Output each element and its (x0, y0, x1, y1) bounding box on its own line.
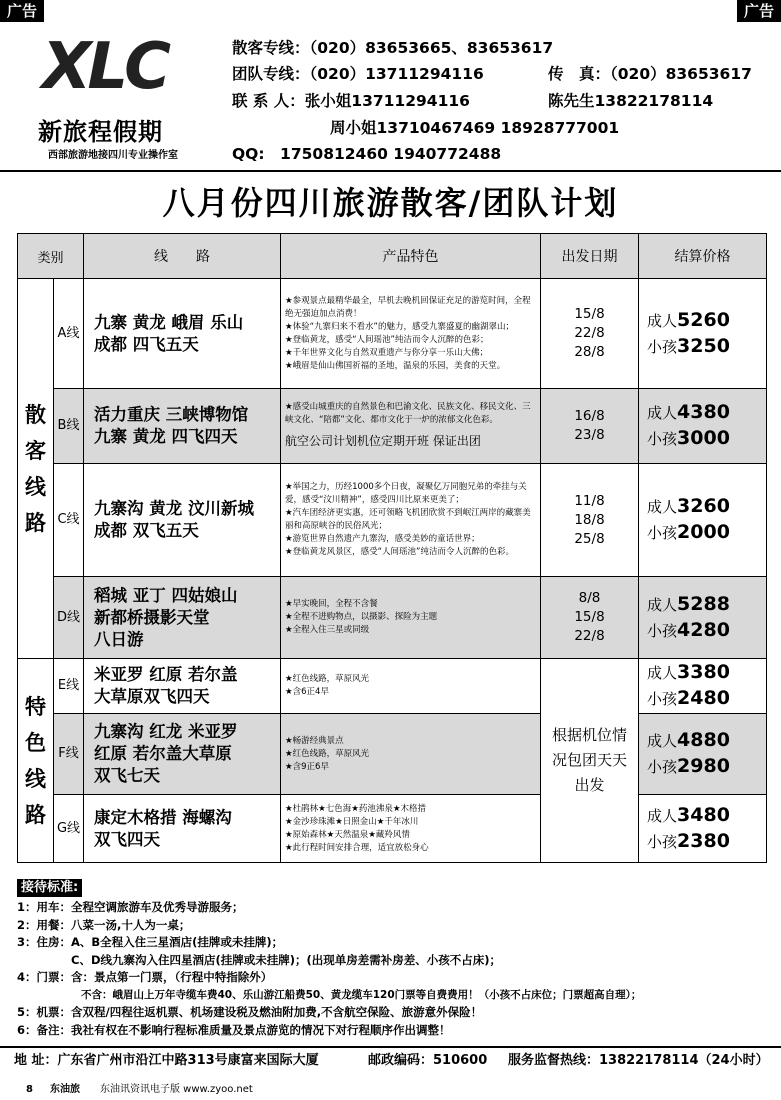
logo-mark: XLC (42, 30, 168, 104)
route: 康定木格措 海螺沟 双飞四天 (84, 795, 281, 863)
contact-line-1: 散客专线：（020）83653665、83653617 (232, 39, 554, 57)
features: ★杜鹃林★七色海★药池沸泉★木格措 ★金沙珍珠滩★日照金山★千年冰川 ★原始森林★天然温泉★藏羚风情 ★此行程时间安排合理，适宜放松身心 (281, 795, 541, 863)
header-price: 结算价格 (639, 234, 767, 279)
header-feature: 产品特色 (281, 234, 541, 279)
page-title: 八月份四川旅游散客/团队计划 (162, 184, 619, 222)
table-row (18, 795, 767, 863)
logo-tagline: 西部旅游地接四川专业操作室 (48, 150, 178, 161)
features: ★红色线路，草原风光 ★含6正4早 (281, 659, 541, 714)
table-row (18, 279, 767, 389)
contact-fax: 传 真：（020）83653617 (548, 65, 752, 83)
notes-heading: 接待标准: (17, 879, 82, 897)
table-header-row (18, 234, 767, 279)
route: 九寨 黄龙 峨眉 乐山 成都 四飞五天 (84, 279, 281, 389)
page-number: 8 (26, 1084, 33, 1095)
publisher: 东油旅 (50, 1084, 80, 1095)
contact-qq: QQ: 1750812460 1940772488 (232, 145, 502, 163)
route: 稻城 亚丁 四姑娘山 新都桥摄影天堂 八日游 (84, 577, 281, 659)
line-label: B线 (54, 389, 84, 464)
header-date: 出发日期 (541, 234, 639, 279)
price: 成人4880 小孩2980 (639, 714, 767, 795)
route: 米亚罗 红原 若尔盖 大草原双飞四天 (84, 659, 281, 714)
line-label: D线 (54, 577, 84, 659)
price: 成人4380 小孩3000 (639, 389, 767, 464)
hotline: 服务监督热线：13822178114（24小时） (508, 1053, 769, 1068)
features: ★感受山城重庆的自然景色和巴渝文化、民族文化、移民文化、三峡文化、“陪都”文化、都市文化于一炉的浓郁文化色彩。 航空公司计划机位定期开班 保证出团 (281, 389, 541, 464)
note-item: 不含：峨眉山上万年寺缆车费40、乐山游江船费50、黄龙缆车120门票等自费费用！（小孩不占床位；门票超高自理）； (81, 988, 642, 1001)
dates: 16/8 23/8 (541, 389, 639, 464)
special-dates: 根据机位情况包团天天出发 (541, 659, 639, 863)
line-label: F线 (54, 714, 84, 795)
contact-line-3a: 联 系 人：张小姐13711294116 (232, 92, 470, 110)
header-route: 线 路 (84, 234, 281, 279)
price: 成人3260 小孩2000 (639, 464, 767, 577)
price: 成人3480 小孩2380 (639, 795, 767, 863)
address: 地 址：广东省广州市沿江中路313号康富来国际大厦 (14, 1053, 319, 1068)
table-row (18, 659, 767, 714)
service-standards (17, 879, 777, 1039)
page-footer (0, 1079, 781, 1100)
route: 九寨沟 红龙 米亚罗 红原 若尔盖大草原 双飞七天 (84, 714, 281, 795)
note-item: 4：门票：含：景点第一门票，（行程中特指除外） (17, 970, 273, 984)
publisher-site: 东油讯资讯电子版 www.zyoo.net (100, 1084, 253, 1095)
note-item: 6：备注：我社有权在不影响行程标准质量及景点游览的情况下对行程顺序作出调整！ (17, 1022, 451, 1037)
address-bar (0, 1046, 781, 1074)
price: 成人3380 小孩2480 (639, 659, 767, 714)
table-row (18, 577, 767, 659)
note-item: 2：用餐：八菜一汤,十人为一桌； (17, 917, 191, 932)
contact-line-4: 周小姐13710467469 18928777001 (330, 119, 620, 137)
line-label: A线 (54, 279, 84, 389)
note-item: C、D线九寨沟入住四星酒店(挂牌或未挂牌)；(出现单房差需补房差、小孩不占床)； (71, 952, 502, 967)
table-row (18, 389, 767, 464)
contact-line-2a: 团队专线：（020）13711294116 (232, 65, 484, 83)
dates: 11/8 18/8 25/8 (541, 464, 639, 577)
ad-tag-right: 广告 (737, 0, 781, 22)
table-row (18, 464, 767, 577)
features: ★畅游经典景点 ★红色线路，草原风光 ★含9正6早 (281, 714, 541, 795)
note-item: 1：用车：全程空调旅游车及优秀导游服务； (17, 900, 244, 914)
dates: 15/8 22/8 28/8 (541, 279, 639, 389)
tour-plan-table (17, 233, 767, 863)
dates: 8/8 15/8 22/8 (541, 577, 639, 659)
ad-tag-left: 广告 (0, 0, 44, 22)
line-label: G线 (54, 795, 84, 863)
contact-line-3b: 陈先生13822178114 (548, 92, 714, 110)
route: 活力重庆 三峡博物馆 九寨 黄龙 四飞四天 (84, 389, 281, 464)
table-row (18, 714, 767, 795)
category-group-1: 散 客 线 路 (18, 279, 54, 659)
postcode: 邮政编码：510600 (368, 1053, 488, 1068)
header-category: 类别 (18, 234, 84, 279)
note-item: 5：机票：含双程/四程往返机票、机场建设税及燃油附加费,不含航空保险、旅游意外保险！ (17, 1005, 483, 1019)
logo-name: 新旅程假期 (38, 118, 163, 146)
price: 成人5288 小孩4280 (639, 577, 767, 659)
category-group-2: 特 色 线 路 (18, 659, 54, 863)
header-divider (0, 170, 781, 172)
features: ★参观景点最精华最全，早机去晚机回保证充足的游览时间，全程绝无强迫加点消费！ ★体验“九寨归来不看水”的魅力，感受九寨盛夏的幽湖翠山； ★登临黄龙，感受“人间瑶池”纯洁而令人沉醉的色彩； ★千年世界文化与自然双重遗产与你分享一乐山大佛； ★峨眉是仙山佛国祈福的圣地，温泉的乐园，美食的天堂。 (281, 279, 541, 389)
line-label: C线 (54, 464, 84, 577)
features: ★早实晚回，全程不含餐 ★全程不进购物点，以摄影、探险为主题 ★全程入住三星或同级 (281, 577, 541, 659)
note-item: 3：住房：A、B全程入住三星酒店(挂牌或未挂牌)； (17, 935, 284, 949)
line-label: E线 (54, 659, 84, 714)
company-logo (32, 30, 222, 160)
price: 成人5260 小孩3250 (639, 279, 767, 389)
features: ★举国之力，历经1000多个日夜，凝聚亿万同胞兄弟的牵挂与关爱，感受“汶川精神”，感受四川比原来更美了； ★汽车团经济更实惠，还可领略飞机团欣赏不到岷江两岸的藏寨美丽和高原峡谷的民俗风光； ★游览世界自然遗产九寨沟，感受美妙的童话世界； ★登临黄龙风景区，感受“人间瑶池”纯洁而令人沉醉的色彩。 (281, 464, 541, 577)
route: 九寨沟 黄龙 汶川新城 成都 双飞五天 (84, 464, 281, 577)
